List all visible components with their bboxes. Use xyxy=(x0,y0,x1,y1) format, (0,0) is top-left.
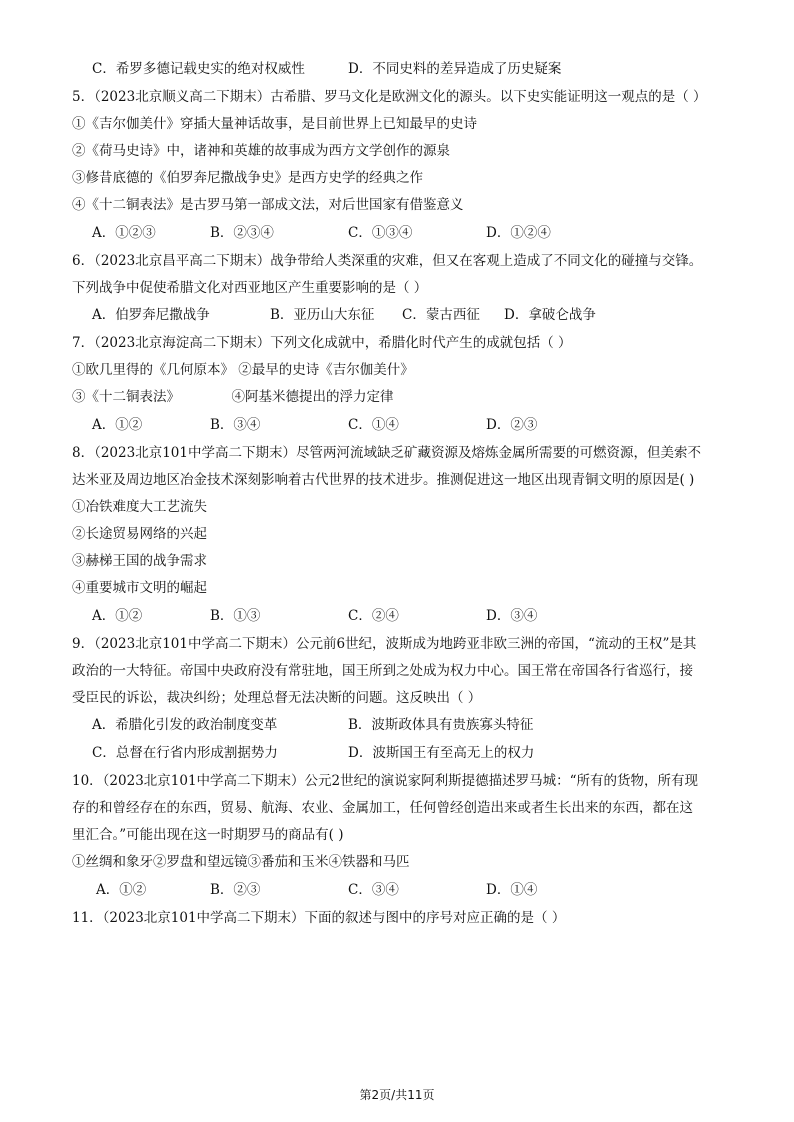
q5-item-4: ④《十二铜表法》是古罗马第一部成文法，对后世国家有借鉴意义 xyxy=(72,197,464,213)
q4-option-c: C．希罗多德记载史实的绝对权威性 xyxy=(92,61,305,77)
q5-option-d: D．①②④ xyxy=(486,225,551,241)
question-6-stem: 6．（2023北京昌平高二下期末）战争带给人类深重的灾难，但又在客观上造成了不同文化的碰撞与交锋。 xyxy=(72,253,703,269)
question-11-stem: 11．（2023北京101中学高二下期末）下面的叙述与图中的序号对应正确的是（ ） xyxy=(72,910,566,926)
q10-option-d: D．①④ xyxy=(486,882,538,898)
q9-option-b: B．波斯政体具有贵族寡头特征 xyxy=(348,717,534,733)
question-5-stem: 5．（2023北京顺义高二下期末）古希腊、罗马文化是欧洲文化的源头。以下史实能证明这一观点的是（ ） xyxy=(72,89,707,105)
q5-item-1: ①《吉尔伽美什》穿插大量神话故事，是目前世界上已知最早的史诗 xyxy=(72,116,477,132)
question-9-stem-cont2: 受臣民的诉讼，裁决纠纷；处理总督无法决断的问题。这反映出（ ） xyxy=(72,690,482,706)
q4-option-d: D．不同史料的差异造成了历史疑案 xyxy=(348,61,562,77)
q6-option-d: D．拿破仑战争 xyxy=(504,307,596,323)
question-7-stem: 7．（2023北京海淀高二下期末）下列文化成就中，希腊化时代产生的成就包括（ ） xyxy=(72,335,572,351)
q8-item-2: ②长途贸易网络的兴起 xyxy=(72,526,207,542)
q8-option-a: A．①② xyxy=(92,608,143,624)
q10-option-b: B．②③ xyxy=(210,882,261,898)
q7-option-d: D．②③ xyxy=(486,417,538,433)
q5-option-c: C．①③④ xyxy=(348,225,413,241)
q7-option-a: A．①② xyxy=(92,417,143,433)
q8-item-1: ①冶铁难度大工艺流失 xyxy=(72,499,207,515)
page-number-footer: 第2页/共11页 xyxy=(359,1088,435,1102)
q8-option-c: C．②④ xyxy=(348,608,399,624)
q6-option-b: B．亚历山大东征 xyxy=(270,307,375,323)
q10-option-a: A．①② xyxy=(96,882,147,898)
q7-option-b: B．③④ xyxy=(210,417,261,433)
q8-option-b: B．①③ xyxy=(210,608,261,624)
question-8-stem: 8．（2023北京101中学高二下期末）尽管两河流域缺乏矿藏资源及熔炼金属所需要的可燃资源，但美索不 xyxy=(72,445,701,461)
question-10-stem-cont2: 里汇合。”可能出现在这一时期罗马的商品有( ) xyxy=(72,827,344,843)
q5-item-3: ③修昔底德的《伯罗奔尼撒战争史》是西方史学的经典之作 xyxy=(72,170,423,186)
q8-item-4: ④重要城市文明的崛起 xyxy=(72,580,207,596)
q6-option-a: A．伯罗奔尼撒战争 xyxy=(92,307,210,323)
q7-items-1: ①欧几里得的《几何原本》 ②最早的史诗《吉尔伽美什》 xyxy=(72,362,414,378)
q8-option-d: D．③④ xyxy=(486,608,538,624)
question-9-stem: 9．（2023北京101中学高二下期末）公元前6世纪，波斯成为地跨亚非欧三洲的帝国，“流动的王权”是其 xyxy=(72,636,697,652)
question-6-stem-cont: 下列战争中促使希腊文化对西亚地区产生重要影响的是（ ） xyxy=(72,280,428,296)
question-8-stem-cont: 达米亚及周边地区冶金技术深刻影响着古代世界的技术进步。推测促进这一地区出现青铜文明的原因是( ) xyxy=(72,472,695,488)
question-10-stem: 10．（2023北京101中学高二下期末）公元2世纪的演说家阿利斯提德描述罗马城：“所有的货物，所有现 xyxy=(72,773,699,789)
q9-option-c: C．总督在行省内形成割据势力 xyxy=(92,745,278,761)
q7-option-c: C．①④ xyxy=(348,417,399,433)
q5-option-a: A．①②③ xyxy=(92,225,156,241)
q10-option-c: C．③④ xyxy=(348,882,399,898)
q9-option-a: A．希腊化引发的政治制度变革 xyxy=(92,717,278,733)
q8-item-3: ③赫梯王国的战争需求 xyxy=(72,553,207,569)
q10-items: ①丝绸和象牙②罗盘和望远镜③番茄和玉米④铁器和马匹 xyxy=(72,854,410,870)
q9-option-d: D．波斯国王有至高无上的权力 xyxy=(348,745,535,761)
q6-option-c: C．蒙古西征 xyxy=(402,307,480,323)
question-9-stem-cont: 政治的一大特征。帝国中央政府没有常驻地，国王所到之处成为权力中心。国王常在帝国各行省巡行，接 xyxy=(72,663,693,679)
q7-items-2: ③《十二铜表法》 ④阿基米德提出的浮力定律 xyxy=(72,389,394,405)
q5-option-b: B．②③④ xyxy=(210,225,274,241)
question-10-stem-cont: 存的和曾经存在的东西，贸易、航海、农业、金属加工，任何曾经创造出来或者生长出来的东西，都在这 xyxy=(72,800,693,816)
q5-item-2: ②《荷马史诗》中，诸神和英雄的故事成为西方文学创作的源泉 xyxy=(72,143,450,159)
